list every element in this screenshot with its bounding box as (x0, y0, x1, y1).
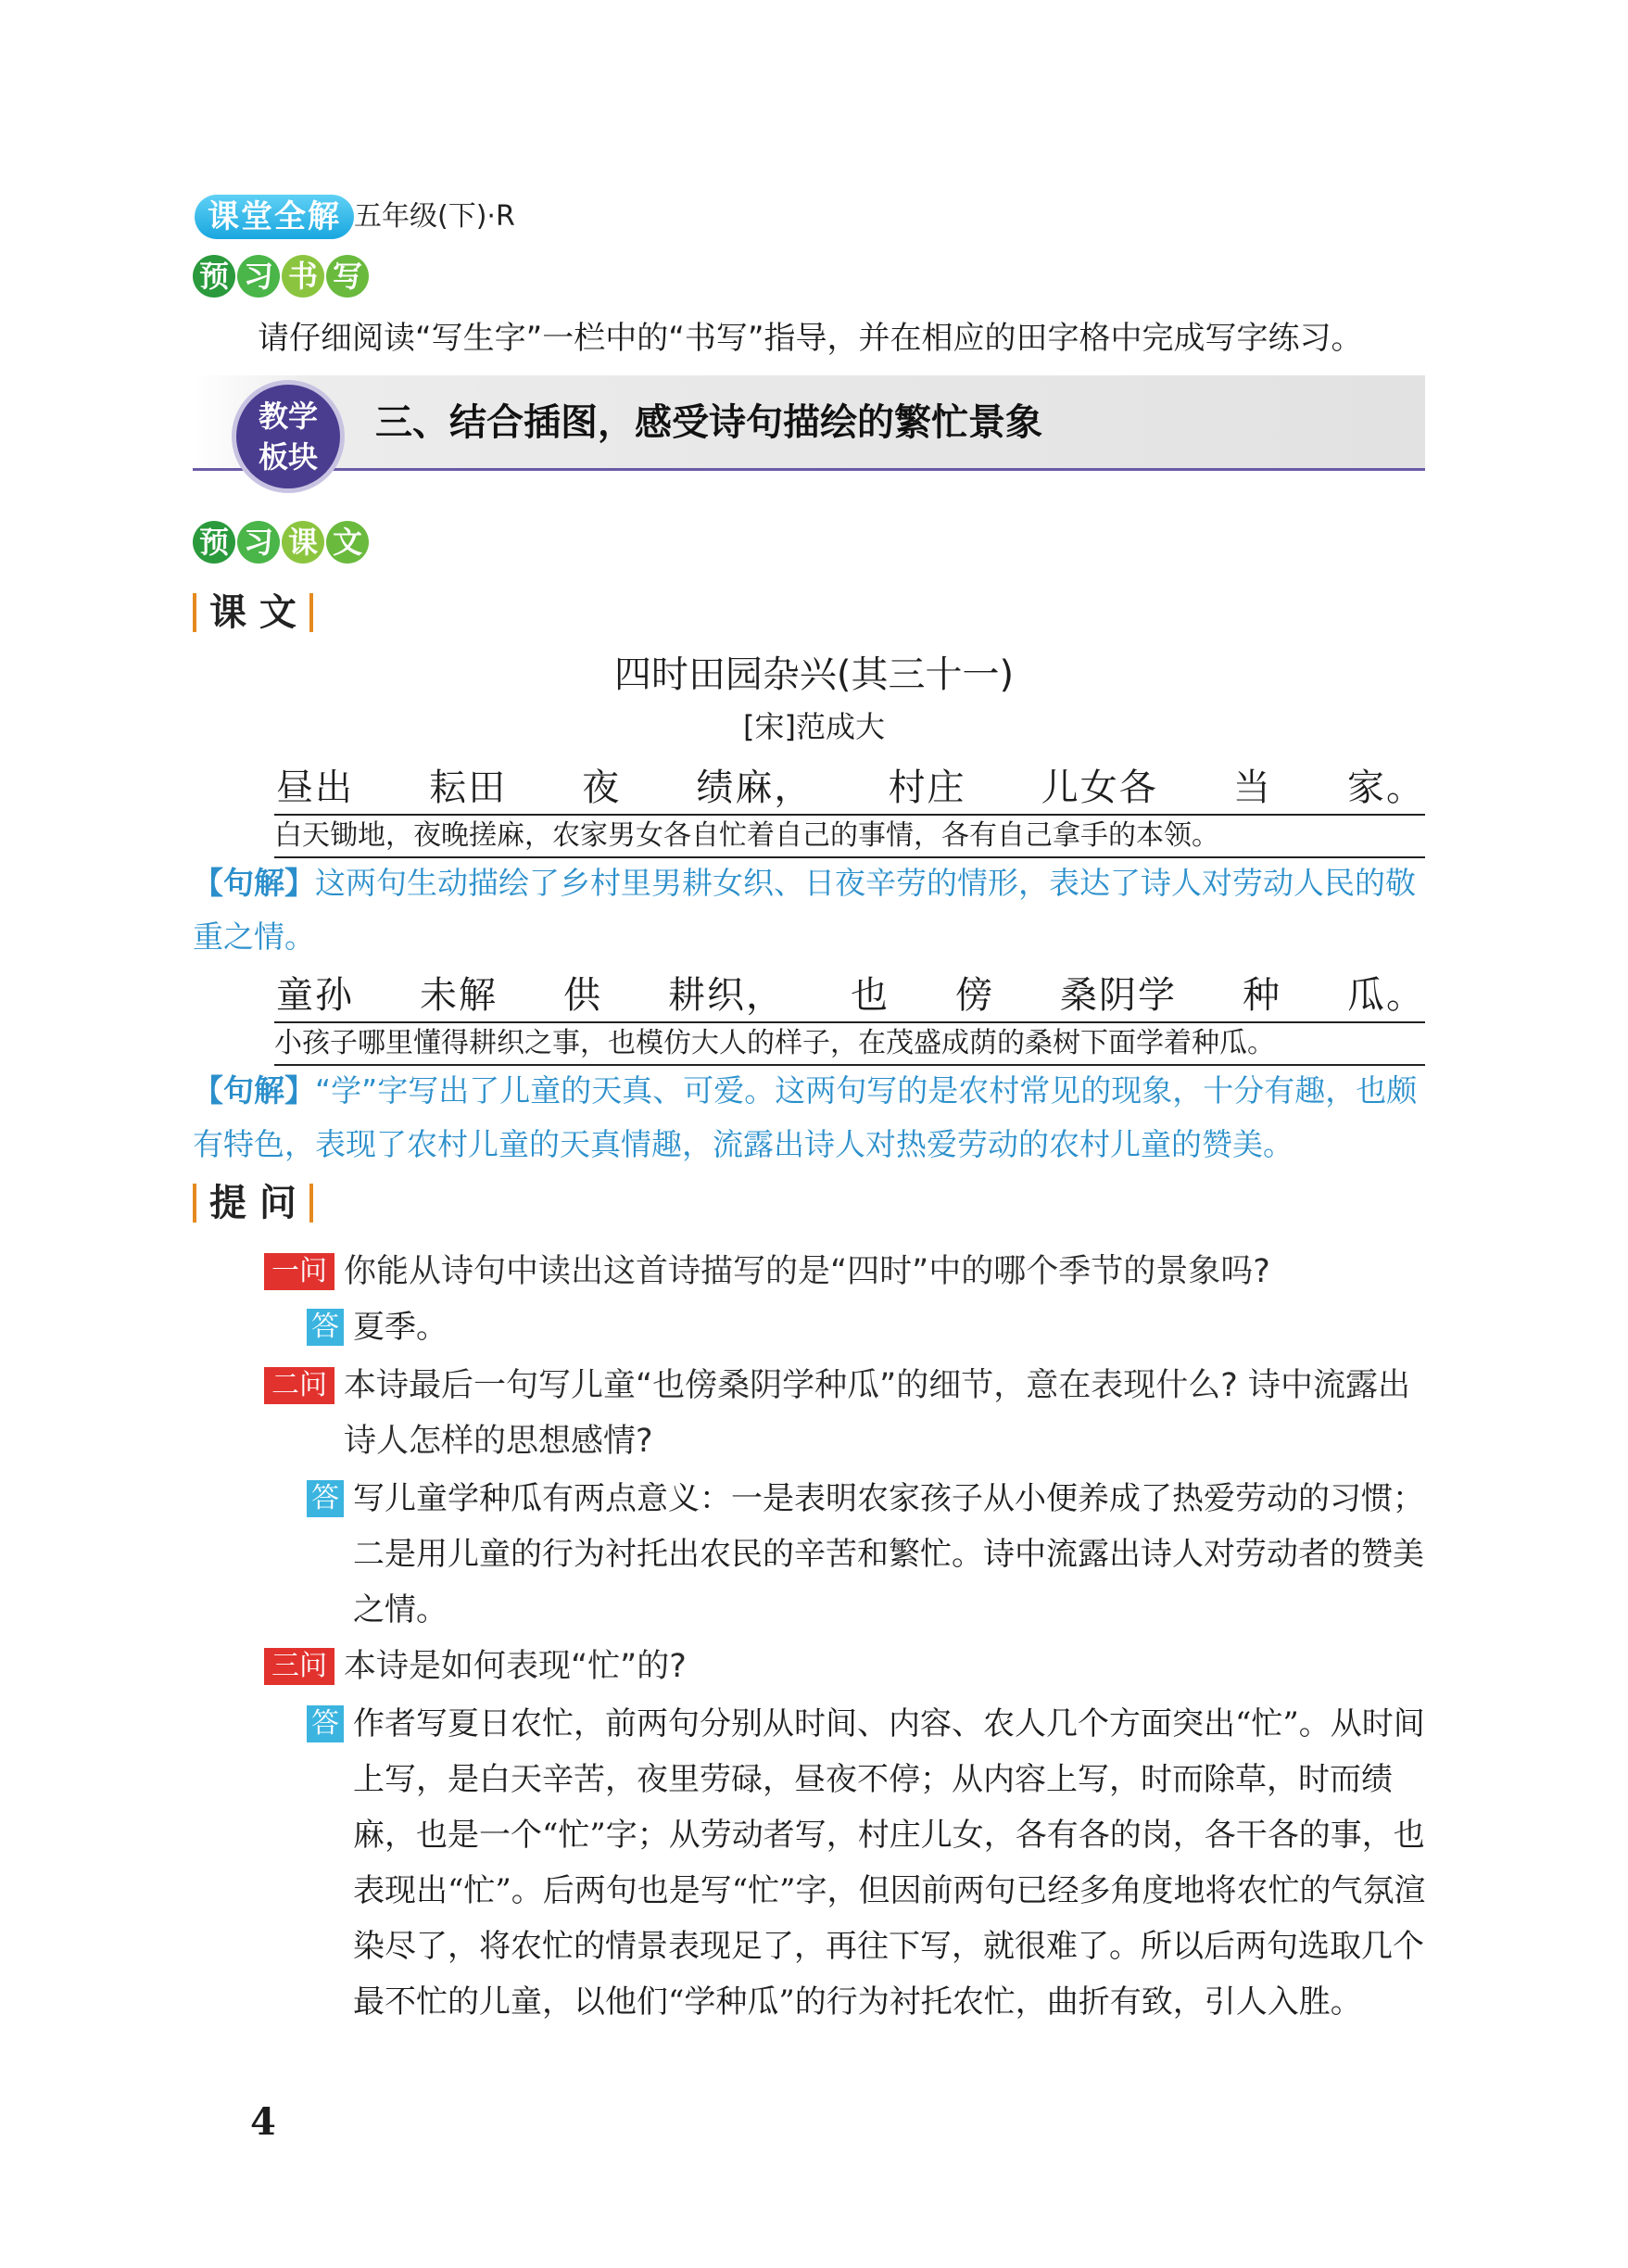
answer-text: 作者写夏日农忙，前两句分别从时间、内容、农人几个方面突出“忙”。从时间上写，是白天辛苦，夜里劳碌，昼夜不停；从内容上写，时而除草，时而绩麻，也是一个“忙”字；从劳动者写，村庄儿女，各有各的岗，各干各的事，也表现出“忙”。后两句也是写“忙”字，但因前两句已经多角度地将农忙的气氛渲染尽了，将农忙的情景表现足了，再往下写，就很难了。所以后两句选取几个最不忙的儿童，以他们“学种瓜”的行为衬托农忙，曲折有致，引人入胜。 (353, 1705, 1426, 2021)
page-number: 4 (250, 2100, 276, 2144)
poem-word: 瓜。 (1347, 974, 1425, 1017)
poem-line-1 (276, 762, 1425, 814)
heading-char: 习 (237, 521, 280, 564)
label-bar (309, 1184, 313, 1223)
book-brand-badge: 课堂全解 (195, 195, 354, 239)
poem-word: 种 (1243, 974, 1281, 1017)
poem-author: [宋]范成大 (743, 709, 885, 744)
line-2-analysis (193, 1064, 1425, 1172)
label-bar (193, 593, 196, 632)
answer-icon: 答 (307, 1705, 344, 1742)
poem-word: 家。 (1346, 767, 1425, 809)
analysis-label: 【句解】 (193, 1072, 315, 1109)
label-bar (309, 593, 313, 632)
poem-word: 傍 (955, 974, 994, 1017)
kewen-label-text: 课 文 (209, 591, 297, 634)
analysis-text: “学”字写出了儿童的天真、可爱。这两句写的是农村常见的现象，十分有趣，也颇有特色，表现了农村儿童的天真情趣，流露出诗人对热爱劳动的农村儿童的赞美。 (193, 1072, 1418, 1162)
answer-text: 夏季。 (353, 1309, 448, 1346)
poem-line-2 (276, 969, 1425, 1021)
poem-word: 耘田 (429, 767, 508, 809)
poem-word: 也 (851, 974, 890, 1017)
tiwen-label (193, 1179, 313, 1227)
heading-char: 预 (193, 255, 235, 298)
question-icon: 三问 (264, 1648, 334, 1685)
question-text: 本诗最后一句写儿童“也傍桑阴学种瓜”的细节，意在表现什么? 诗中流露出诗人怎样的思想感情? (344, 1367, 1410, 1460)
poem-word: 昼出 (276, 767, 354, 809)
preview-writing-heading (193, 255, 369, 298)
question-icon: 一问 (264, 1253, 334, 1290)
poem-word: 桑阴学 (1060, 974, 1177, 1017)
badge-line: 板块 (258, 439, 318, 475)
question-text: 你能从诗句中读出这首诗描写的是“四时”中的哪个季节的景象吗? (344, 1253, 1270, 1290)
preview-text-heading (193, 521, 369, 564)
section-title: 三、结合插图，感受诗句描绘的繁忙景象 (375, 401, 1042, 444)
label-bar (193, 1184, 196, 1223)
poem-word: 夜 (582, 767, 622, 809)
question-icon: 二问 (264, 1367, 334, 1404)
poem-word: 儿女各 (1041, 767, 1158, 809)
answer-icon: 答 (307, 1309, 344, 1346)
analysis-text: 这两句生动描绘了乡村里男耕女织、日夜辛劳的情形，表达了诗人对劳动人民的敬重之情。 (193, 865, 1416, 955)
heading-char: 课 (282, 521, 324, 564)
poem-word: 耕织， (668, 974, 785, 1017)
analysis-label: 【句解】 (193, 865, 315, 901)
line-1-analysis (193, 856, 1425, 964)
poem-word: 供 (563, 974, 602, 1017)
answer-2 (264, 1471, 1427, 1638)
answer-icon: 答 (307, 1480, 344, 1517)
poem-line-1-translation: 白天锄地，夜晚搓麻，农家男女各自忙着自己的事情，各有自己拿手的本领。 (274, 814, 1425, 858)
badge-line: 教学 (258, 399, 318, 434)
question-1 (264, 1244, 1427, 1299)
heading-char: 预 (193, 521, 235, 564)
tiwen-label-text: 提 问 (209, 1182, 297, 1224)
answer-3 (264, 1696, 1427, 2030)
poem-word: 未解 (420, 974, 498, 1017)
question-2 (264, 1358, 1427, 1469)
teaching-block-badge (232, 380, 345, 493)
grade-label: 五年级(下)·R (354, 200, 515, 233)
poem-word: 村庄 (888, 767, 966, 809)
answer-text: 写儿童学种瓜有两点意义：一是表明农家孩子从小便养成了热爱劳动的习惯；二是用儿童的行为衬托出农民的辛苦和繁忙。诗中流露出诗人对劳动者的赞美之情。 (353, 1480, 1424, 1628)
heading-char: 书 (282, 255, 324, 298)
poem-word: 当 (1232, 767, 1272, 809)
heading-char: 写 (326, 255, 369, 298)
poem-title: 四时田园杂兴(其三十一) (613, 653, 1015, 696)
banner-rule (193, 468, 1425, 471)
kewen-label (193, 589, 313, 637)
question-3 (264, 1639, 1427, 1694)
heading-char: 文 (326, 521, 369, 564)
heading-char: 习 (237, 255, 280, 298)
poem-line-2-translation: 小孩子哪里懂得耕织之事，也模仿大人的样子，在茂盛成荫的桑树下面学着种瓜。 (274, 1021, 1425, 1066)
question-text: 本诗是如何表现“忙”的? (344, 1648, 687, 1685)
poem-word: 童孙 (276, 974, 354, 1017)
preview-writing-instruction: 请仔细阅读“写生字”一栏中的“书写”指导，并在相应的田字格中完成写字练习。 (258, 320, 1363, 357)
answer-1 (264, 1299, 1427, 1355)
poem-word: 绩麻， (696, 767, 814, 809)
